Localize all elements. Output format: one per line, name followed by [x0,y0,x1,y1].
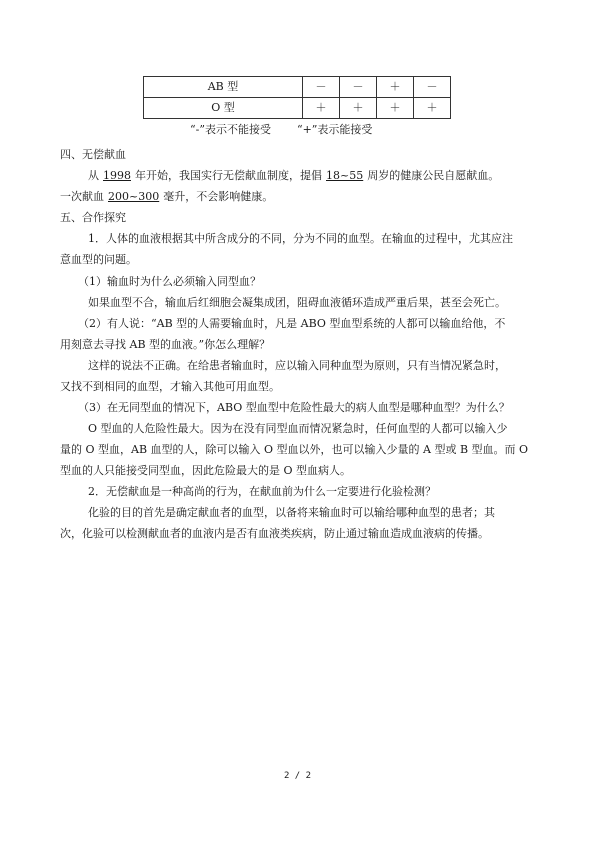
compat-cell: ＋ [414,98,451,119]
compat-cell: － [303,77,340,98]
page-number: 2 / 2 [283,771,312,781]
blank-year: 1998 [103,169,131,182]
section-heading: 五、合作探究 [60,211,126,224]
paragraph-line: 意血型的问题。 [60,253,137,266]
question-line: （3）在无同型血的情况下，ABO 型血型中危险性最大的病人血型是哪种血型？为什么？ [78,401,510,414]
blank-age: 18~55 [326,169,364,182]
compat-cell: － [340,77,377,98]
compat-cell: － [414,77,451,98]
question-line: 2．无偿献血是一种高尚的行为，在献血前为什么一定要进行化验检测？ [88,485,436,498]
answer-line: 型血的人只能接受同型血，因此危险最大的是 O 型血病人。 [60,464,352,477]
table-legend [190,121,372,137]
answer-line: 又找不到相同的血型，才输入其他可用血型。 [60,380,280,393]
compat-cell: ＋ [377,98,414,119]
table-row [144,98,451,119]
question-line: 用刻意去寻找 AB 型的血液。”你怎么理解？ [60,338,271,351]
blood-compatibility-table [143,76,451,119]
answer-line: 这样的说法不正确。在给患者输血时，应以输入同种血型为原则，只有当情况紧急时， [88,359,506,372]
answer-line: 量的 O 型血，AB 血型的人，除可以输入 O 型血以外，也可以输入少量的 A 型或 B 型血。而 O [60,443,529,456]
blood-type-cell: O 型 [144,98,303,119]
question-line: （1）输血时为什么必须输入同型血？ [78,275,261,288]
compat-cell: ＋ [303,98,340,119]
answer-line: O 型血的人危险性最大。因为在没有同型血而情况紧急时，任何血型的人都可以输入少 [88,422,508,435]
blood-type-cell: AB 型 [144,77,303,98]
paragraph-line: 从 1998 年开始，我国实行无偿献血制度，提倡 18~55 周岁的健康公民自愿献血。 [88,169,500,182]
answer-line: 化验的目的首先是确定献血者的血型，以备将来输血时可以输给哪种血型的患者；其 [88,506,495,519]
table-row [144,77,451,98]
legend-minus: “-”表示不能接受 [190,123,271,136]
answer-line: 如果血型不合，输血后红细胞会凝集成团，阻碍血液循环造成严重后果，甚至会死亡。 [88,296,506,309]
question-line: （2）有人说：“AB 型的人需要输血时，凡是 ABO 型血型系统的人都可以输血给他，不 [78,317,506,330]
compat-cell: ＋ [377,77,414,98]
blank-amount: 200~300 [108,190,160,203]
section-heading: 四、无偿献血 [60,148,126,161]
compat-cell: ＋ [340,98,377,119]
paragraph-line: 一次献血 200~300 毫升，不会影响健康。 [60,190,274,203]
legend-plus: “+”表示能接受 [296,123,373,136]
paragraph-line: 1．人体的血液根据其中所含成分的不同，分为不同的血型。在输血的过程中，尤其应注 [88,232,513,245]
answer-line: 次，化验可以检测献血者的血液内是否有血液类疾病，防止通过输血造成血液病的传播。 [60,527,489,540]
